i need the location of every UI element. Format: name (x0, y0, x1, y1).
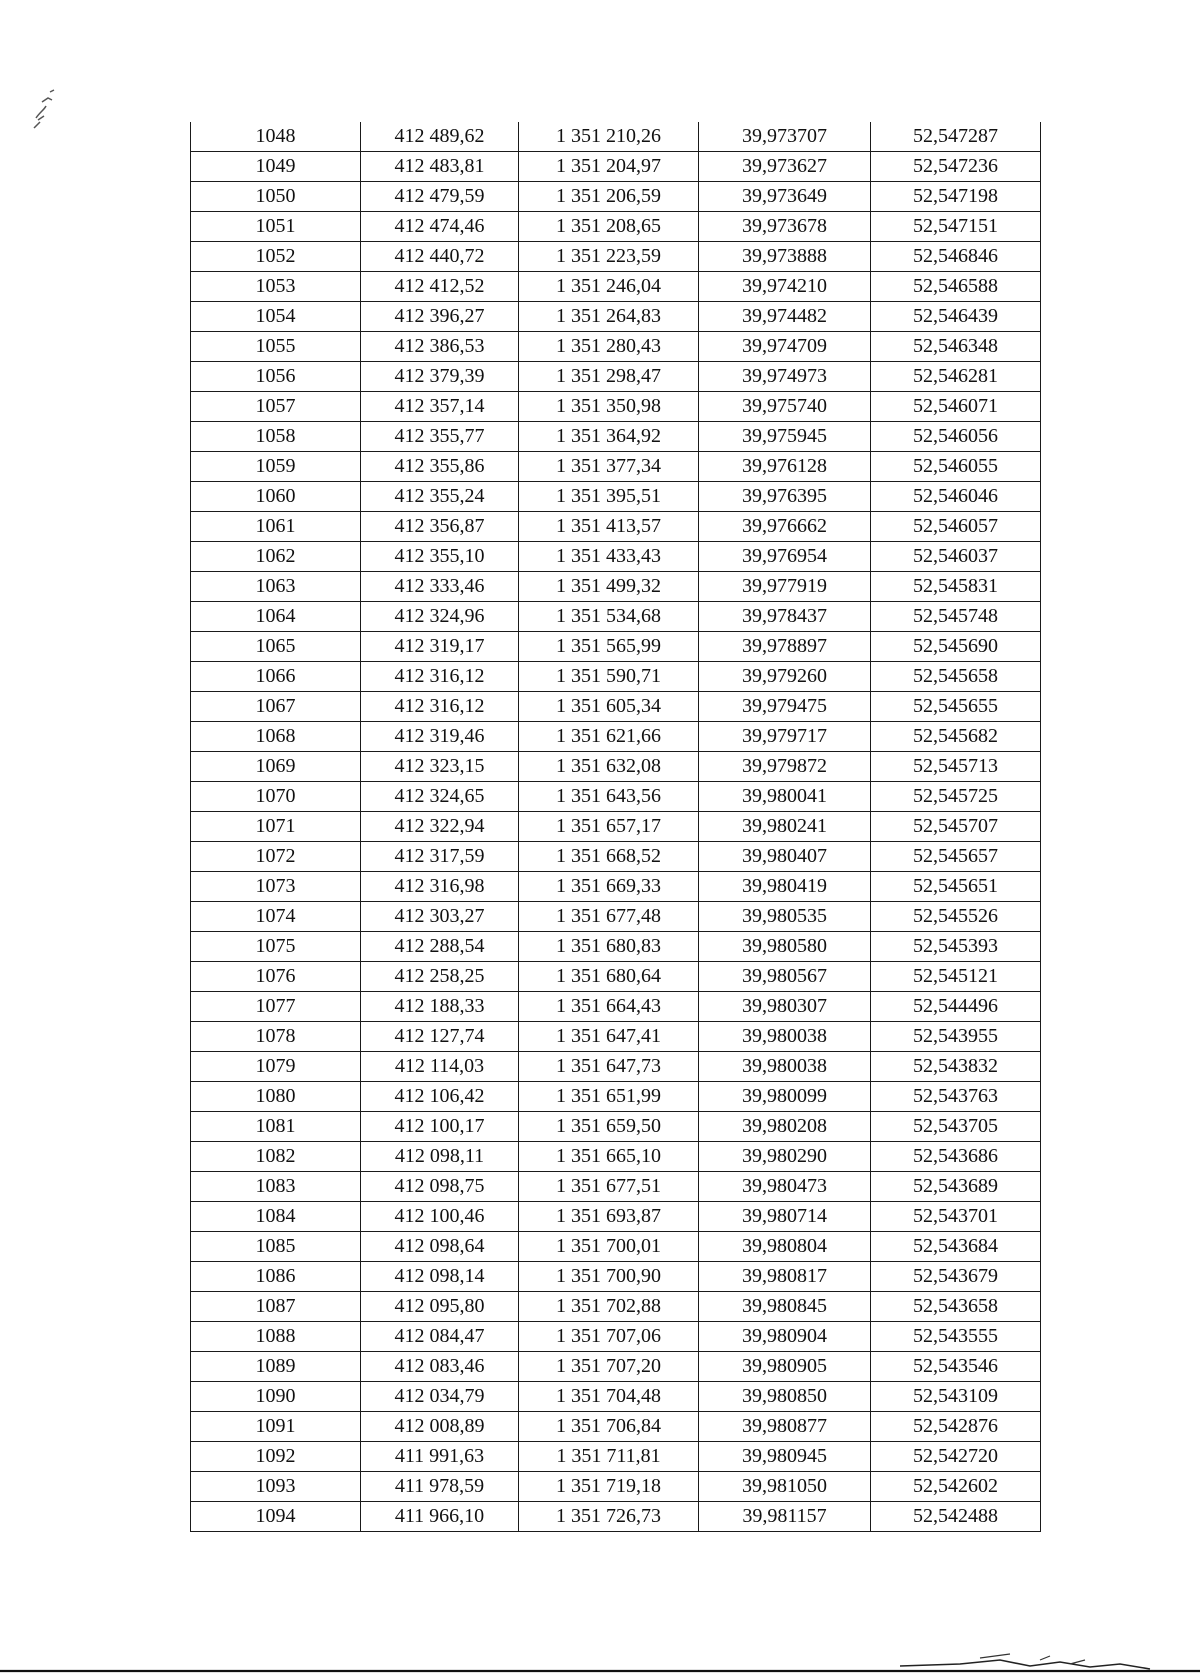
y-coordinate-cell: 1 351 246,04 (519, 272, 699, 302)
point-number-cell: 1058 (191, 422, 361, 452)
longitude-cell: 52,546055 (871, 452, 1041, 482)
latitude-cell: 39,975945 (699, 422, 871, 452)
table-row (191, 992, 1041, 1022)
point-number-cell: 1077 (191, 992, 361, 1022)
x-coordinate-cell: 412 008,89 (361, 1412, 519, 1442)
latitude-cell: 39,978437 (699, 602, 871, 632)
y-coordinate-cell: 1 351 711,81 (519, 1442, 699, 1472)
y-coordinate-cell: 1 351 647,41 (519, 1022, 699, 1052)
table-row (191, 1502, 1041, 1532)
table-row (191, 1172, 1041, 1202)
table-row (191, 512, 1041, 542)
longitude-cell: 52,543679 (871, 1262, 1041, 1292)
x-coordinate-cell: 412 323,15 (361, 752, 519, 782)
latitude-cell: 39,973678 (699, 212, 871, 242)
x-coordinate-cell: 412 034,79 (361, 1382, 519, 1412)
point-number-cell: 1059 (191, 452, 361, 482)
longitude-cell: 52,543109 (871, 1382, 1041, 1412)
x-coordinate-cell: 412 316,12 (361, 692, 519, 722)
latitude-cell: 39,976395 (699, 482, 871, 512)
longitude-cell: 52,544496 (871, 992, 1041, 1022)
point-number-cell: 1062 (191, 542, 361, 572)
longitude-cell: 52,546348 (871, 332, 1041, 362)
y-coordinate-cell: 1 351 665,10 (519, 1142, 699, 1172)
table-row (191, 152, 1041, 182)
point-number-cell: 1078 (191, 1022, 361, 1052)
longitude-cell: 52,545682 (871, 722, 1041, 752)
point-number-cell: 1050 (191, 182, 361, 212)
longitude-cell: 52,546037 (871, 542, 1041, 572)
point-number-cell: 1075 (191, 932, 361, 962)
latitude-cell: 39,973649 (699, 182, 871, 212)
x-coordinate-cell: 412 474,46 (361, 212, 519, 242)
y-coordinate-cell: 1 351 210,26 (519, 122, 699, 152)
latitude-cell: 39,980473 (699, 1172, 871, 1202)
x-coordinate-cell: 412 322,94 (361, 812, 519, 842)
point-number-cell: 1090 (191, 1382, 361, 1412)
table-row (191, 782, 1041, 812)
x-coordinate-cell: 412 188,33 (361, 992, 519, 1022)
point-number-cell: 1085 (191, 1232, 361, 1262)
longitude-cell: 52,545657 (871, 842, 1041, 872)
x-coordinate-cell: 412 396,27 (361, 302, 519, 332)
y-coordinate-cell: 1 351 669,33 (519, 872, 699, 902)
latitude-cell: 39,975740 (699, 392, 871, 422)
y-coordinate-cell: 1 351 621,66 (519, 722, 699, 752)
longitude-cell: 52,546071 (871, 392, 1041, 422)
y-coordinate-cell: 1 351 208,65 (519, 212, 699, 242)
x-coordinate-cell: 412 316,98 (361, 872, 519, 902)
y-coordinate-cell: 1 351 700,90 (519, 1262, 699, 1292)
table-row (191, 1442, 1041, 1472)
point-number-cell: 1048 (191, 122, 361, 152)
table-row (191, 122, 1041, 152)
x-coordinate-cell: 412 316,12 (361, 662, 519, 692)
y-coordinate-cell: 1 351 677,51 (519, 1172, 699, 1202)
latitude-cell: 39,979475 (699, 692, 871, 722)
table-row (191, 812, 1041, 842)
y-coordinate-cell: 1 351 204,97 (519, 152, 699, 182)
y-coordinate-cell: 1 351 565,99 (519, 632, 699, 662)
latitude-cell: 39,979717 (699, 722, 871, 752)
y-coordinate-cell: 1 351 719,18 (519, 1472, 699, 1502)
longitude-cell: 52,546846 (871, 242, 1041, 272)
longitude-cell: 52,542876 (871, 1412, 1041, 1442)
y-coordinate-cell: 1 351 706,84 (519, 1412, 699, 1442)
y-coordinate-cell: 1 351 700,01 (519, 1232, 699, 1262)
longitude-cell: 52,545707 (871, 812, 1041, 842)
x-coordinate-cell: 412 386,53 (361, 332, 519, 362)
y-coordinate-cell: 1 351 264,83 (519, 302, 699, 332)
latitude-cell: 39,980904 (699, 1322, 871, 1352)
point-number-cell: 1068 (191, 722, 361, 752)
y-coordinate-cell: 1 351 395,51 (519, 482, 699, 512)
table-row (191, 302, 1041, 332)
point-number-cell: 1057 (191, 392, 361, 422)
latitude-cell: 39,980290 (699, 1142, 871, 1172)
longitude-cell: 52,543555 (871, 1322, 1041, 1352)
latitude-cell: 39,980845 (699, 1292, 871, 1322)
point-number-cell: 1065 (191, 632, 361, 662)
y-coordinate-cell: 1 351 707,06 (519, 1322, 699, 1352)
y-coordinate-cell: 1 351 280,43 (519, 332, 699, 362)
latitude-cell: 39,980099 (699, 1082, 871, 1112)
x-coordinate-cell: 412 098,75 (361, 1172, 519, 1202)
latitude-cell: 39,973888 (699, 242, 871, 272)
latitude-cell: 39,980038 (699, 1052, 871, 1082)
x-coordinate-cell: 412 440,72 (361, 242, 519, 272)
x-coordinate-cell: 412 098,14 (361, 1262, 519, 1292)
longitude-cell: 52,545690 (871, 632, 1041, 662)
table-row (191, 1262, 1041, 1292)
point-number-cell: 1063 (191, 572, 361, 602)
x-coordinate-cell: 411 991,63 (361, 1442, 519, 1472)
point-number-cell: 1071 (191, 812, 361, 842)
longitude-cell: 52,545655 (871, 692, 1041, 722)
y-coordinate-cell: 1 351 726,73 (519, 1502, 699, 1532)
table-row (191, 182, 1041, 212)
latitude-cell: 39,980041 (699, 782, 871, 812)
table-row (191, 1472, 1041, 1502)
y-coordinate-cell: 1 351 364,92 (519, 422, 699, 452)
table-row (191, 1412, 1041, 1442)
y-coordinate-cell: 1 351 659,50 (519, 1112, 699, 1142)
y-coordinate-cell: 1 351 680,64 (519, 962, 699, 992)
x-coordinate-cell: 412 355,86 (361, 452, 519, 482)
point-number-cell: 1052 (191, 242, 361, 272)
y-coordinate-cell: 1 351 298,47 (519, 362, 699, 392)
x-coordinate-cell: 412 324,65 (361, 782, 519, 812)
longitude-cell: 52,543832 (871, 1052, 1041, 1082)
point-number-cell: 1079 (191, 1052, 361, 1082)
table-row (191, 332, 1041, 362)
table-row (191, 1352, 1041, 1382)
x-coordinate-cell: 412 483,81 (361, 152, 519, 182)
y-coordinate-cell: 1 351 657,17 (519, 812, 699, 842)
point-number-cell: 1070 (191, 782, 361, 812)
scan-artifact-mark (28, 88, 68, 134)
table-row (191, 1142, 1041, 1172)
point-number-cell: 1066 (191, 662, 361, 692)
latitude-cell: 39,977919 (699, 572, 871, 602)
coordinates-table (190, 122, 1041, 1532)
latitude-cell: 39,979260 (699, 662, 871, 692)
longitude-cell: 52,543684 (871, 1232, 1041, 1262)
latitude-cell: 39,980307 (699, 992, 871, 1022)
table-row (191, 1382, 1041, 1412)
x-coordinate-cell: 412 095,80 (361, 1292, 519, 1322)
point-number-cell: 1073 (191, 872, 361, 902)
x-coordinate-cell: 412 114,03 (361, 1052, 519, 1082)
table-row (191, 752, 1041, 782)
point-number-cell: 1091 (191, 1412, 361, 1442)
point-number-cell: 1094 (191, 1502, 361, 1532)
point-number-cell: 1055 (191, 332, 361, 362)
x-coordinate-cell: 412 319,17 (361, 632, 519, 662)
x-coordinate-cell: 412 379,39 (361, 362, 519, 392)
latitude-cell: 39,980407 (699, 842, 871, 872)
y-coordinate-cell: 1 351 693,87 (519, 1202, 699, 1232)
latitude-cell: 39,980567 (699, 962, 871, 992)
latitude-cell: 39,980817 (699, 1262, 871, 1292)
x-coordinate-cell: 412 489,62 (361, 122, 519, 152)
latitude-cell: 39,974482 (699, 302, 871, 332)
longitude-cell: 52,543686 (871, 1142, 1041, 1172)
x-coordinate-cell: 412 100,46 (361, 1202, 519, 1232)
y-coordinate-cell: 1 351 590,71 (519, 662, 699, 692)
table-row (191, 452, 1041, 482)
x-coordinate-cell: 412 083,46 (361, 1352, 519, 1382)
longitude-cell: 52,546056 (871, 422, 1041, 452)
longitude-cell: 52,542488 (871, 1502, 1041, 1532)
longitude-cell: 52,547287 (871, 122, 1041, 152)
point-number-cell: 1054 (191, 302, 361, 332)
point-number-cell: 1086 (191, 1262, 361, 1292)
y-coordinate-cell: 1 351 677,48 (519, 902, 699, 932)
latitude-cell: 39,974210 (699, 272, 871, 302)
x-coordinate-cell: 412 355,77 (361, 422, 519, 452)
point-number-cell: 1061 (191, 512, 361, 542)
latitude-cell: 39,980804 (699, 1232, 871, 1262)
longitude-cell: 52,545748 (871, 602, 1041, 632)
point-number-cell: 1088 (191, 1322, 361, 1352)
point-number-cell: 1083 (191, 1172, 361, 1202)
point-number-cell: 1053 (191, 272, 361, 302)
y-coordinate-cell: 1 351 413,57 (519, 512, 699, 542)
table-row (191, 272, 1041, 302)
longitude-cell: 52,543705 (871, 1112, 1041, 1142)
longitude-cell: 52,547236 (871, 152, 1041, 182)
table-row (191, 1232, 1041, 1262)
table-row (191, 392, 1041, 422)
longitude-cell: 52,542720 (871, 1442, 1041, 1472)
longitude-cell: 52,545526 (871, 902, 1041, 932)
x-coordinate-cell: 412 333,46 (361, 572, 519, 602)
longitude-cell: 52,545713 (871, 752, 1041, 782)
longitude-cell: 52,545121 (871, 962, 1041, 992)
longitude-cell: 52,546046 (871, 482, 1041, 512)
longitude-cell: 52,546057 (871, 512, 1041, 542)
y-coordinate-cell: 1 351 377,34 (519, 452, 699, 482)
table-row (191, 362, 1041, 392)
longitude-cell: 52,546439 (871, 302, 1041, 332)
point-number-cell: 1049 (191, 152, 361, 182)
longitude-cell: 52,543763 (871, 1082, 1041, 1112)
y-coordinate-cell: 1 351 704,48 (519, 1382, 699, 1412)
x-coordinate-cell: 412 355,24 (361, 482, 519, 512)
latitude-cell: 39,980038 (699, 1022, 871, 1052)
point-number-cell: 1092 (191, 1442, 361, 1472)
x-coordinate-cell: 412 100,17 (361, 1112, 519, 1142)
x-coordinate-cell: 412 288,54 (361, 932, 519, 962)
latitude-cell: 39,978897 (699, 632, 871, 662)
table-row (191, 962, 1041, 992)
point-number-cell: 1069 (191, 752, 361, 782)
point-number-cell: 1056 (191, 362, 361, 392)
x-coordinate-cell: 412 084,47 (361, 1322, 519, 1352)
longitude-cell: 52,543546 (871, 1352, 1041, 1382)
point-number-cell: 1080 (191, 1082, 361, 1112)
longitude-cell: 52,543955 (871, 1022, 1041, 1052)
longitude-cell: 52,545658 (871, 662, 1041, 692)
longitude-cell: 52,543658 (871, 1292, 1041, 1322)
y-coordinate-cell: 1 351 605,34 (519, 692, 699, 722)
x-coordinate-cell: 412 319,46 (361, 722, 519, 752)
latitude-cell: 39,980877 (699, 1412, 871, 1442)
x-coordinate-cell: 412 356,87 (361, 512, 519, 542)
latitude-cell: 39,976662 (699, 512, 871, 542)
x-coordinate-cell: 412 127,74 (361, 1022, 519, 1052)
latitude-cell: 39,981050 (699, 1472, 871, 1502)
longitude-cell: 52,546588 (871, 272, 1041, 302)
point-number-cell: 1067 (191, 692, 361, 722)
y-coordinate-cell: 1 351 223,59 (519, 242, 699, 272)
coordinates-table-body (191, 122, 1041, 1532)
point-number-cell: 1093 (191, 1472, 361, 1502)
point-number-cell: 1089 (191, 1352, 361, 1382)
table-row (191, 212, 1041, 242)
table-row (191, 1202, 1041, 1232)
latitude-cell: 39,980714 (699, 1202, 871, 1232)
y-coordinate-cell: 1 351 499,32 (519, 572, 699, 602)
x-coordinate-cell: 412 357,14 (361, 392, 519, 422)
latitude-cell: 39,980241 (699, 812, 871, 842)
x-coordinate-cell: 412 355,10 (361, 542, 519, 572)
table-row (191, 422, 1041, 452)
latitude-cell: 39,976128 (699, 452, 871, 482)
latitude-cell: 39,980419 (699, 872, 871, 902)
x-coordinate-cell: 412 412,52 (361, 272, 519, 302)
latitude-cell: 39,980945 (699, 1442, 871, 1472)
latitude-cell: 39,979872 (699, 752, 871, 782)
latitude-cell: 39,980905 (699, 1352, 871, 1382)
latitude-cell: 39,980580 (699, 932, 871, 962)
table-row (191, 1052, 1041, 1082)
table-row (191, 482, 1041, 512)
latitude-cell: 39,973627 (699, 152, 871, 182)
table-row (191, 602, 1041, 632)
longitude-cell: 52,545651 (871, 872, 1041, 902)
longitude-cell: 52,547151 (871, 212, 1041, 242)
latitude-cell: 39,974973 (699, 362, 871, 392)
point-number-cell: 1081 (191, 1112, 361, 1142)
x-coordinate-cell: 412 098,64 (361, 1232, 519, 1262)
y-coordinate-cell: 1 351 433,43 (519, 542, 699, 572)
table-row (191, 1082, 1041, 1112)
table-row (191, 542, 1041, 572)
x-coordinate-cell: 412 098,11 (361, 1142, 519, 1172)
y-coordinate-cell: 1 351 643,56 (519, 782, 699, 812)
x-coordinate-cell: 412 106,42 (361, 1082, 519, 1112)
bottom-rule-with-signature (0, 1652, 1200, 1676)
point-number-cell: 1082 (191, 1142, 361, 1172)
longitude-cell: 52,545393 (871, 932, 1041, 962)
table-row (191, 692, 1041, 722)
y-coordinate-cell: 1 351 651,99 (519, 1082, 699, 1112)
latitude-cell: 39,980208 (699, 1112, 871, 1142)
point-number-cell: 1064 (191, 602, 361, 632)
point-number-cell: 1074 (191, 902, 361, 932)
latitude-cell: 39,981157 (699, 1502, 871, 1532)
longitude-cell: 52,543689 (871, 1172, 1041, 1202)
y-coordinate-cell: 1 351 206,59 (519, 182, 699, 212)
point-number-cell: 1087 (191, 1292, 361, 1322)
table-row (191, 842, 1041, 872)
y-coordinate-cell: 1 351 647,73 (519, 1052, 699, 1082)
x-coordinate-cell: 411 966,10 (361, 1502, 519, 1532)
table-row (191, 1112, 1041, 1142)
latitude-cell: 39,980850 (699, 1382, 871, 1412)
longitude-cell: 52,547198 (871, 182, 1041, 212)
latitude-cell: 39,974709 (699, 332, 871, 362)
longitude-cell: 52,546281 (871, 362, 1041, 392)
table-row (191, 1022, 1041, 1052)
table-row (191, 242, 1041, 272)
y-coordinate-cell: 1 351 702,88 (519, 1292, 699, 1322)
point-number-cell: 1084 (191, 1202, 361, 1232)
table-row (191, 722, 1041, 752)
table-row (191, 1322, 1041, 1352)
table-row (191, 1292, 1041, 1322)
y-coordinate-cell: 1 351 668,52 (519, 842, 699, 872)
latitude-cell: 39,980535 (699, 902, 871, 932)
x-coordinate-cell: 412 258,25 (361, 962, 519, 992)
longitude-cell: 52,545831 (871, 572, 1041, 602)
y-coordinate-cell: 1 351 632,08 (519, 752, 699, 782)
point-number-cell: 1060 (191, 482, 361, 512)
y-coordinate-cell: 1 351 664,43 (519, 992, 699, 1022)
y-coordinate-cell: 1 351 680,83 (519, 932, 699, 962)
x-coordinate-cell: 411 978,59 (361, 1472, 519, 1502)
point-number-cell: 1051 (191, 212, 361, 242)
point-number-cell: 1076 (191, 962, 361, 992)
x-coordinate-cell: 412 479,59 (361, 182, 519, 212)
y-coordinate-cell: 1 351 707,20 (519, 1352, 699, 1382)
table-row (191, 572, 1041, 602)
point-number-cell: 1072 (191, 842, 361, 872)
table-row (191, 662, 1041, 692)
x-coordinate-cell: 412 303,27 (361, 902, 519, 932)
table-row (191, 632, 1041, 662)
longitude-cell: 52,545725 (871, 782, 1041, 812)
longitude-cell: 52,542602 (871, 1472, 1041, 1502)
y-coordinate-cell: 1 351 350,98 (519, 392, 699, 422)
table-row (191, 872, 1041, 902)
x-coordinate-cell: 412 324,96 (361, 602, 519, 632)
table-row (191, 932, 1041, 962)
latitude-cell: 39,973707 (699, 122, 871, 152)
y-coordinate-cell: 1 351 534,68 (519, 602, 699, 632)
latitude-cell: 39,976954 (699, 542, 871, 572)
x-coordinate-cell: 412 317,59 (361, 842, 519, 872)
table-row (191, 902, 1041, 932)
longitude-cell: 52,543701 (871, 1202, 1041, 1232)
